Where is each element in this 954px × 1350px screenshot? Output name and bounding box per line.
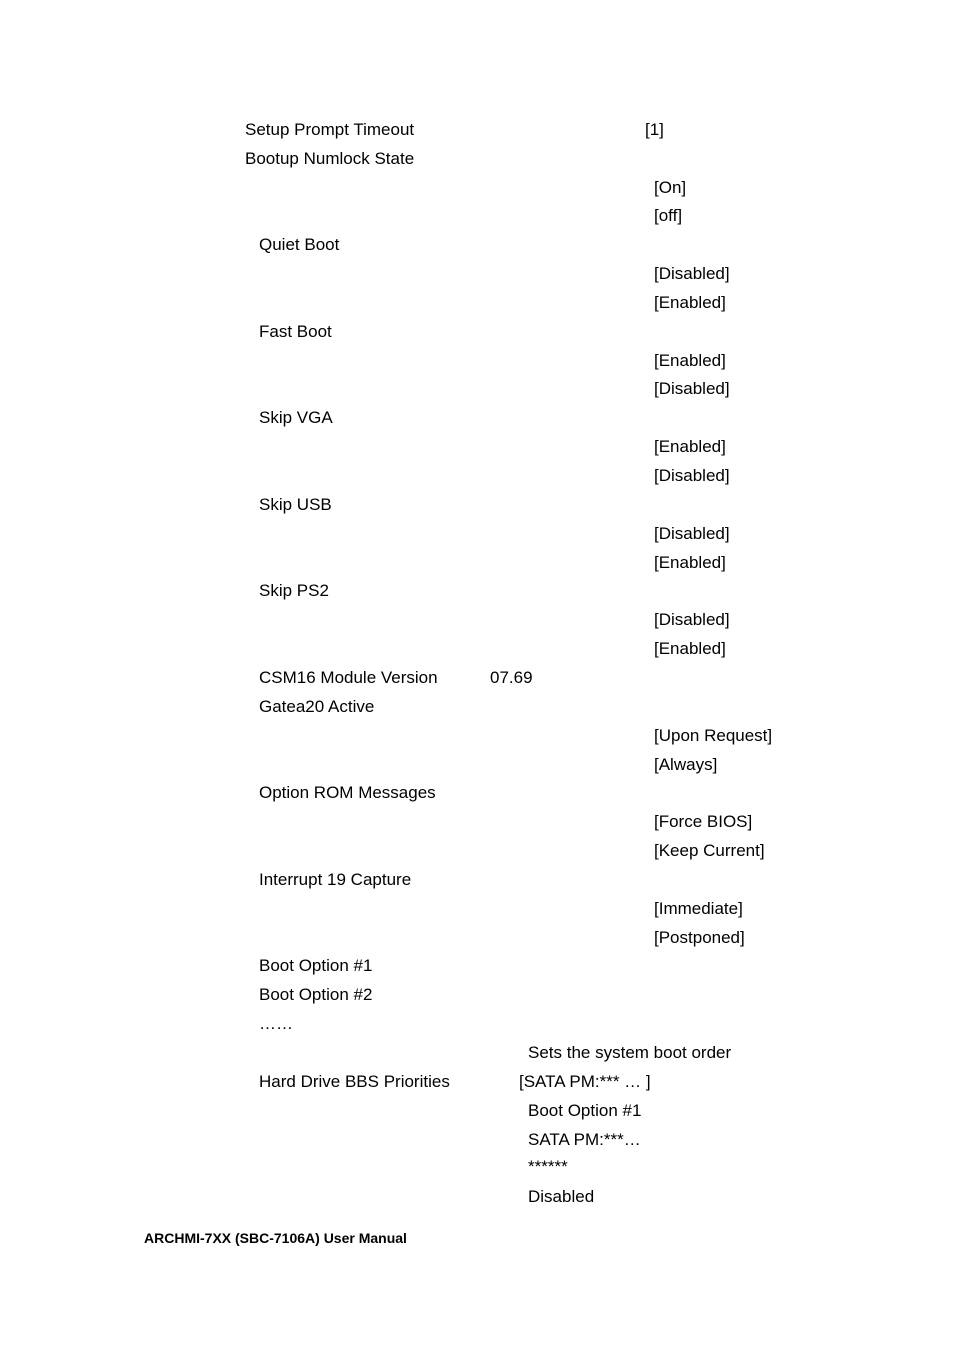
bbs-sata-pm: SATA PM:***…: [528, 1130, 641, 1149]
quiet-boot-label[interactable]: Quiet Boot: [259, 235, 340, 254]
fast-boot-label[interactable]: Fast Boot: [259, 322, 332, 341]
quiet-boot-option-disabled: [Disabled]: [654, 264, 730, 283]
bootup-numlock-state-label[interactable]: Bootup Numlock State: [245, 149, 415, 168]
skip-vga-label[interactable]: Skip VGA: [259, 408, 333, 427]
boot-order-help-text: Sets the system boot order: [528, 1043, 732, 1062]
fast-boot-option-disabled: [Disabled]: [654, 379, 730, 398]
skip-vga-option-enabled: [Enabled]: [654, 437, 726, 456]
skip-usb-option-disabled: [Disabled]: [654, 524, 730, 543]
gatea20-option-upon-request: [Upon Request]: [654, 726, 773, 745]
hard-drive-bbs-priorities-label[interactable]: Hard Drive BBS Priorities: [259, 1072, 450, 1091]
interrupt19-option-postponed: [Postponed]: [654, 928, 745, 947]
interrupt-19-capture-label[interactable]: Interrupt 19 Capture: [259, 870, 412, 889]
footer-manual-title: ARCHMI-7XX (SBC-7106A) User Manual: [144, 1230, 407, 1246]
boot-option-ellipsis: ……: [259, 1014, 293, 1033]
gatea20-active-label[interactable]: Gatea20 Active: [259, 697, 375, 716]
csm16-module-version-label: CSM16 Module Version: [259, 668, 438, 687]
skip-ps2-label[interactable]: Skip PS2: [259, 581, 329, 600]
option-rom-option-force-bios: [Force BIOS]: [654, 812, 753, 831]
numlock-option-off: [off]: [654, 206, 683, 225]
hard-drive-bbs-value: [SATA PM:*** … ]: [519, 1072, 651, 1091]
boot-option-1-label[interactable]: Boot Option #1: [259, 956, 373, 975]
skip-vga-option-disabled: [Disabled]: [654, 466, 730, 485]
fast-boot-option-enabled: [Enabled]: [654, 351, 726, 370]
bbs-stars: ******: [528, 1157, 568, 1176]
bbs-disabled: Disabled: [528, 1187, 595, 1206]
option-rom-option-keep-current: [Keep Current]: [654, 841, 765, 860]
interrupt19-option-immediate: [Immediate]: [654, 899, 743, 918]
setup-prompt-timeout-value: [1]: [645, 120, 664, 139]
boot-option-2-label[interactable]: Boot Option #2: [259, 985, 373, 1004]
skip-ps2-option-enabled: [Enabled]: [654, 639, 726, 658]
numlock-option-on: [On]: [654, 178, 687, 197]
gatea20-option-always: [Always]: [654, 755, 718, 774]
setup-prompt-timeout-label[interactable]: Setup Prompt Timeout: [245, 120, 415, 139]
skip-usb-option-enabled: [Enabled]: [654, 553, 726, 572]
skip-ps2-option-disabled: [Disabled]: [654, 610, 730, 629]
option-rom-messages-label[interactable]: Option ROM Messages: [259, 783, 436, 802]
quiet-boot-option-enabled: [Enabled]: [654, 293, 726, 312]
skip-usb-label[interactable]: Skip USB: [259, 495, 332, 514]
bbs-boot-option-1: Boot Option #1: [528, 1101, 642, 1120]
csm16-module-version-value: 07.69: [490, 668, 533, 687]
